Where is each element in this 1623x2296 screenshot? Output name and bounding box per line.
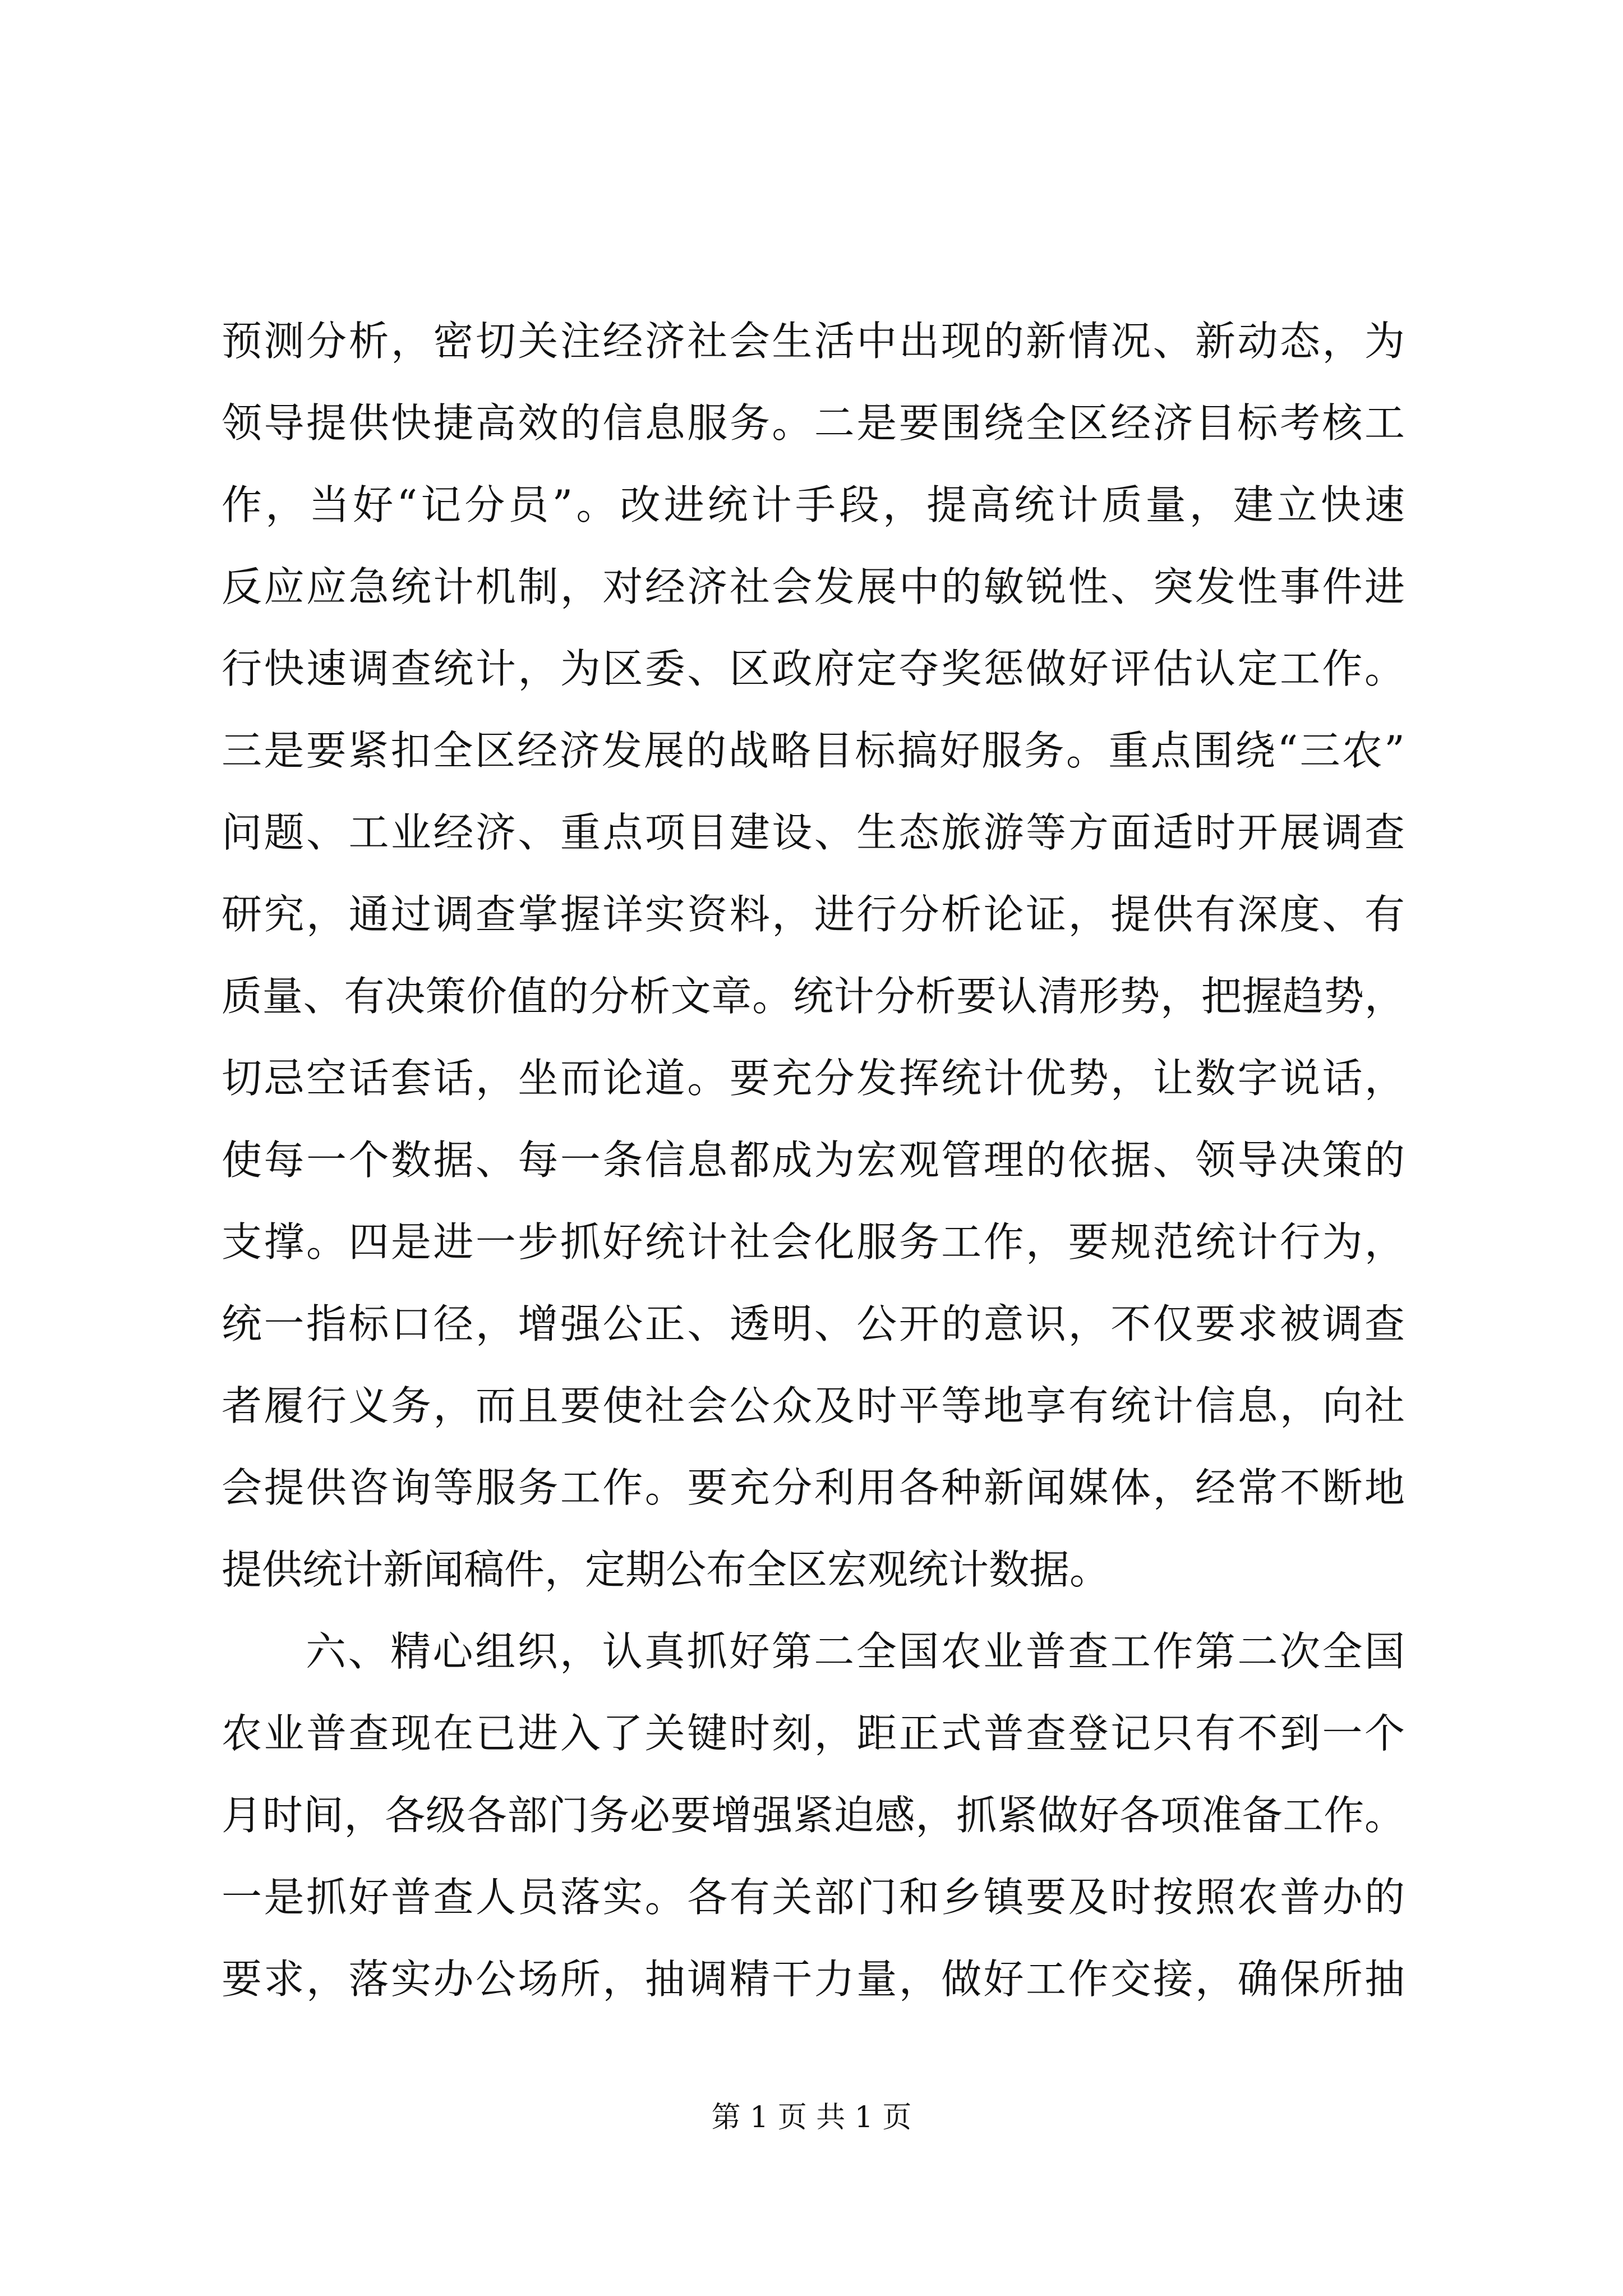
text-line: 一是抓好普查人员落实。各有关部门和乡镇要及时按照农普办的 xyxy=(222,1874,1405,1921)
text-line: 研究，通过调查掌握详实资料，进行分析论证，提供有深度、有 xyxy=(222,891,1405,938)
text-line: 问题、工业经济、重点项目建设、生态旅游等方面适时开展调查 xyxy=(222,809,1405,856)
text-line: 者履行义务，而且要使社会公众及时平等地享有统计信息，向社 xyxy=(222,1382,1405,1429)
text-line: 切忌空话套话，坐而论道。要充分发挥统计优势，让数字说话， xyxy=(222,1055,1405,1102)
text-line: 领导提供快捷高效的信息服务。二是要围绕全区经济目标考核工 xyxy=(222,399,1405,447)
text-line: 行快速调查统计，为区委、区政府定夺奖惩做好评估认定工作。 xyxy=(222,645,1405,692)
body-text xyxy=(222,300,1405,2020)
text-line: 质量、有决策价值的分析文章。统计分析要认清形势，把握趋势， xyxy=(222,973,1405,1020)
text-line: 统一指标口径，增强公正、透明、公开的意识，不仅要求被调查 xyxy=(222,1300,1405,1347)
text-line: 月时间，各级各部门务必要增强紧迫感，抓紧做好各项准备工作。 xyxy=(222,1792,1405,1839)
text-line: 要求，落实办公场所，抽调精干力量，做好工作交接，确保所抽 xyxy=(222,1955,1405,2003)
section-heading-line: 六、精心组织，认真抓好第二全国农业普查工作第二次全国 xyxy=(306,1628,1405,1675)
text-line: 作，当好“记分员”。改进统计手段，提高统计质量，建立快速 xyxy=(222,481,1405,528)
text-line: 支撑。四是进一步抓好统计社会化服务工作，要规范统计行为， xyxy=(222,1218,1405,1266)
text-line: 会提供咨询等服务工作。要充分利用各种新闻媒体，经常不断地 xyxy=(222,1464,1405,1511)
text-line: 预测分析，密切关注经济社会生活中出现的新情况、新动态，为 xyxy=(222,318,1405,365)
text-line: 提供统计新闻稿件，定期公布全区宏观统计数据。 xyxy=(222,1546,1110,1593)
text-line: 三是要紧扣全区经济发展的战略目标搞好服务。重点围绕“三农” xyxy=(222,727,1405,774)
text-line: 农业普查现在已进入了关键时刻，距正式普查登记只有不到一个 xyxy=(222,1710,1405,1757)
text-line: 反应应急统计机制，对经济社会发展中的敏锐性、突发性事件进 xyxy=(222,563,1405,610)
text-line: 使每一个数据、每一条信息都成为宏观管理的依据、领导决策的 xyxy=(222,1137,1405,1184)
page-footer: 第 1 页 共 1 页 xyxy=(711,2101,912,2134)
